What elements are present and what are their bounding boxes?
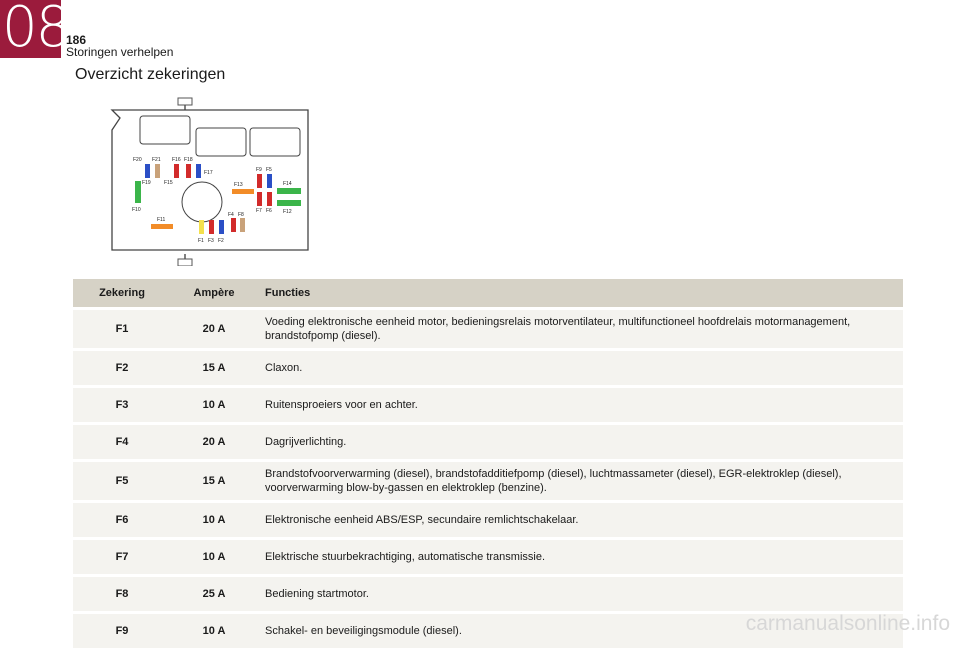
fuse-f17 [196,164,201,178]
fuse-f21 [155,164,160,178]
fuse-f11 [151,224,173,229]
fuse-f20 [145,164,150,178]
cell-fuse: F5 [73,461,171,502]
label-f19: F19 [142,180,151,186]
page-number: 186 [66,33,86,47]
label-f12: F12 [283,209,292,215]
cell-fuse: F9 [73,613,171,648]
fuse-f5 [267,174,272,188]
table-row [73,309,903,350]
cell-fuse: F2 [73,350,171,387]
fuse-f18 [186,164,191,178]
label-f21: F21 [152,157,161,163]
cell-fuse: F7 [73,539,171,576]
label-f5: F5 [266,167,272,173]
label-f17: F17 [204,170,213,176]
header-fuse: Zekering [73,279,171,309]
fuse-f7 [257,192,262,206]
fuse-f1 [199,220,204,234]
table-row [73,576,903,613]
label-f14: F14 [283,181,292,187]
cell-fuse: F1 [73,309,171,350]
fuse-f16 [174,164,179,178]
fuse-f14 [277,188,301,194]
table-row [73,461,903,502]
header-functions: Functies [257,279,903,309]
cell-function: Elektrische stuurbekrachtiging, automatische transmissie. [257,539,903,576]
cell-fuse: F4 [73,424,171,461]
fuse-f2 [219,220,224,234]
label-f9: F9 [256,167,262,173]
table-row [73,387,903,424]
cell-amp: 10 A [171,613,257,648]
table-header-row [73,279,903,309]
fuse-f13 [232,189,254,194]
chapter-tab [0,0,61,58]
label-f1: F1 [198,238,204,244]
relay-3 [250,128,300,156]
label-f20: F20 [133,157,142,163]
fuse-f4 [231,218,236,232]
watermark: carmanualsonline.info [746,612,950,636]
fuse-f12 [277,200,301,206]
label-f6: F6 [266,208,272,214]
cell-amp: 15 A [171,350,257,387]
cell-function: Ruitensproeiers voor en achter. [257,387,903,424]
relay-circle [182,182,222,222]
chapter-number: 08 [2,0,69,60]
relay-2 [196,128,246,156]
label-f18: F18 [184,157,193,163]
cell-function: Dagrijverlichting. [257,424,903,461]
cell-function: Elektronische eenheid ABS/ESP, secundaire remlichtschakelaar. [257,502,903,539]
cell-function: Schakel- en beveiligingsmodule (diesel). [257,613,903,648]
cell-amp: 25 A [171,576,257,613]
cell-function: Brandstofvoorverwarming (diesel), brandstofadditiefpomp (diesel), luchtmassameter (diesel), EGR-elektroklep (diesel), voorverwarming blow-by-gassen en elektroklep (benzine). [257,461,903,502]
cell-fuse: F3 [73,387,171,424]
label-f11: F11 [157,217,165,223]
fuse-box-diagram [100,96,320,266]
cell-amp: 15 A [171,461,257,502]
cell-fuse: F8 [73,576,171,613]
label-f16: F16 [172,157,181,163]
cell-function: Bediening startmotor. [257,576,903,613]
fuse-f10 [135,181,141,203]
label-f7: F7 [256,208,262,214]
cell-amp: 10 A [171,539,257,576]
label-f15: F15 [164,180,173,186]
cell-amp: 20 A [171,424,257,461]
cell-amp: 20 A [171,309,257,350]
fuse-f8 [240,218,245,232]
cell-amp: 10 A [171,502,257,539]
cell-fuse: F6 [73,502,171,539]
table-row [73,502,903,539]
cell-function: Voeding elektronische eenheid motor, bedieningsrelais motorventilateur, multifunctioneel hoofdrelais motormanagement, brandstofpomp (diesel). [257,309,903,350]
label-f8: F8 [238,212,244,218]
section-name: Storingen verhelpen [66,45,173,59]
label-f4: F4 [228,212,234,218]
fuse-table [73,279,903,648]
header-amp: Ampère [171,279,257,309]
label-f13: F13 [234,182,243,188]
fuse-f9 [257,174,262,188]
table-row [73,424,903,461]
table-row [73,539,903,576]
page-title: Overzicht zekeringen [75,66,225,84]
label-f2: F2 [218,238,224,244]
fuse-f3 [209,220,214,234]
label-f10: F10 [132,207,141,213]
relay-1 [140,116,190,144]
fuse-f6 [267,192,272,206]
cell-function: Claxon. [257,350,903,387]
table-row [73,350,903,387]
label-f3: F3 [208,238,214,244]
cell-amp: 10 A [171,387,257,424]
